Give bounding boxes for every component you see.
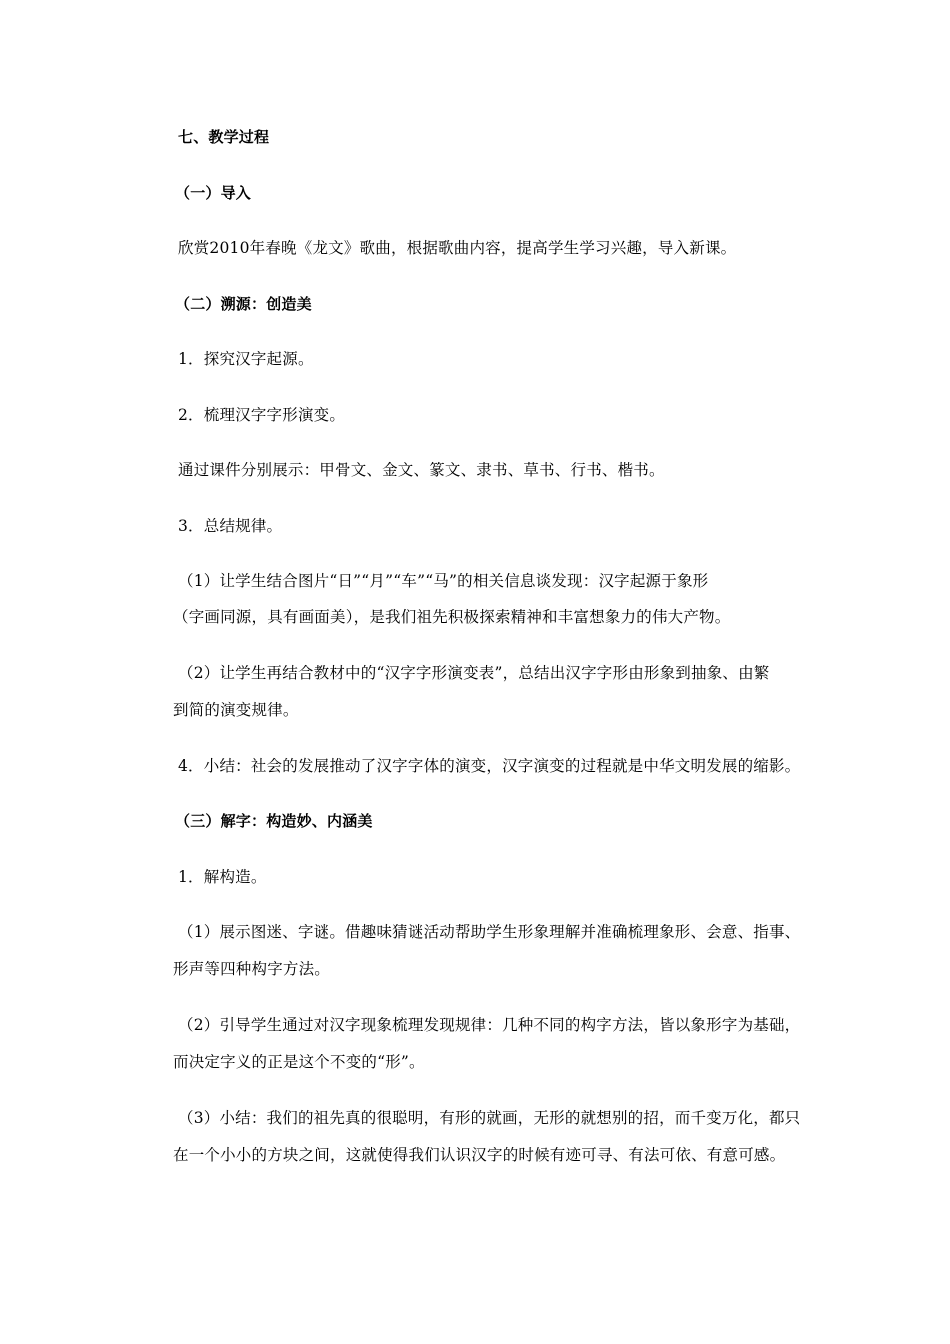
part2-item3-sub2-line1: （2）让学生再结合教材中的“汉字字形演变表”，总结出汉字字形由形象到抽象、由繁 — [178, 664, 770, 682]
part3-sub3-line2: 在一个小小的方块之间，这就使得我们认识汉字的时候有迹可寻、有法可依、有意可感。 — [173, 1146, 786, 1164]
part3-item1: 1．解构造。 — [178, 868, 267, 886]
part3-sub1-line2: 形声等四种构字方法。 — [173, 960, 331, 978]
part3-heading: （三）解字：构造妙、内涵美 — [175, 812, 373, 830]
part2-item3-sub1-line2: （字画同源，具有画面美），是我们祖先积极探索精神和丰富想象力的伟大产物。 — [173, 608, 731, 626]
part1-paragraph: 欣赏2010年春晚《龙文》歌曲，根据歌曲内容，提高学生学习兴趣，导入新课。 — [178, 239, 737, 257]
part3-sub1-line1: （1）展示图迷、字谜。借趣味猜谜活动帮助学生形象理解并准确梳理象形、会意、指事、 — [178, 923, 801, 941]
part3-sub2-line2: 而决定字义的正是这个不变的“形”。 — [173, 1053, 425, 1071]
part2-item2-detail: 通过课件分别展示：甲骨文、金文、篆文、隶书、草书、行书、楷书。 — [178, 461, 665, 479]
part2-item4: 4．小结：社会的发展推动了汉字字体的演变，汉字演变的过程就是中华文明发展的缩影。 — [178, 757, 801, 775]
part2-item3-sub1-line1: （1）让学生结合图片“日”“月”“车”“马”的相关信息谈发现：汉字起源于象形 — [178, 572, 709, 590]
part2-item3: 3．总结规律。 — [178, 517, 283, 535]
part3-sub2-line1: （2）引导学生通过对汉字现象梳理发现规律：几种不同的构字方法，皆以象形字为基础， — [178, 1016, 801, 1034]
part2-item3-sub2-line2: 到简的演变规律。 — [173, 701, 299, 719]
section-title: 七、教学过程 — [178, 128, 270, 146]
part1-heading: （一）导入 — [175, 184, 252, 202]
part2-item1: 1．探究汉字起源。 — [178, 350, 314, 368]
part3-sub3-line1: （3）小结：我们的祖先真的很聪明，有形的就画，无形的就想别的招，而千变万化，都只 — [178, 1109, 801, 1127]
part2-item2: 2．梳理汉字字形演变。 — [178, 406, 346, 424]
part2-heading: （二）溯源：创造美 — [175, 295, 312, 313]
